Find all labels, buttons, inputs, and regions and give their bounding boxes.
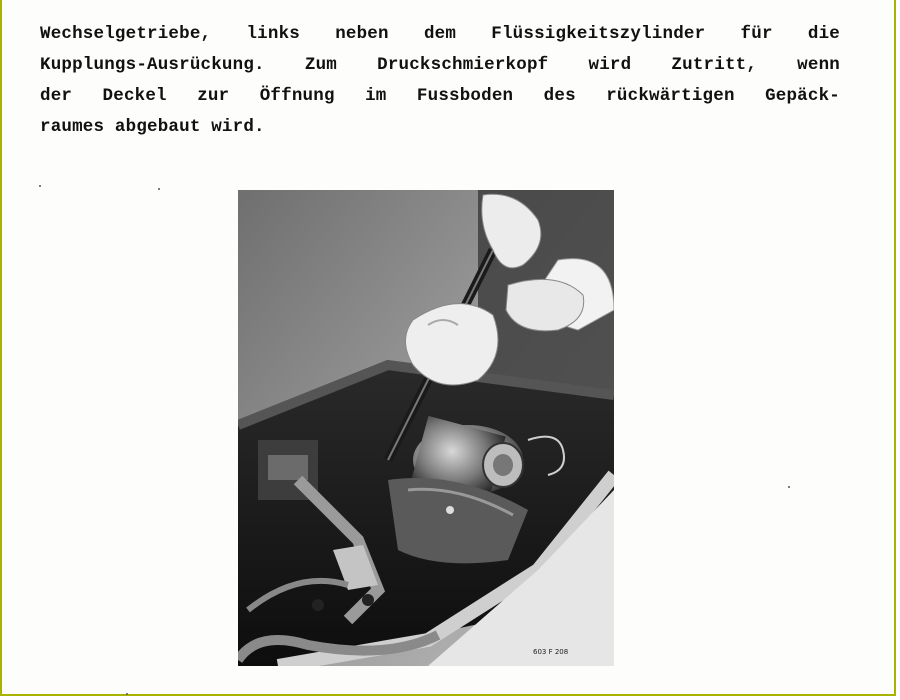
paragraph-line-2: Kupplungs-Ausrückung. Zum Druckschmierkopf wird Zutritt, wenn (40, 55, 840, 75)
paragraph-line-4: raumes abgebaut wird. (40, 117, 265, 137)
scan-speck (788, 486, 790, 488)
body-paragraph (40, 0, 840, 143)
paragraph-line-3: der Deckel zur Öffnung im Fussboden des rückwärtigen Gepäck- (40, 86, 840, 106)
scan-speck (126, 693, 128, 695)
engine-compartment-photo (238, 190, 614, 666)
figure-caption: 603 F 208 (533, 648, 569, 656)
paragraph-line-1: Wechselgetriebe, links neben dem Flüssigkeitszylinder für die (40, 24, 840, 44)
scan-speck (39, 185, 41, 187)
scan-speck (158, 188, 160, 190)
photo-illustration (238, 190, 614, 666)
paragraph-line-partial (40, 0, 840, 19)
